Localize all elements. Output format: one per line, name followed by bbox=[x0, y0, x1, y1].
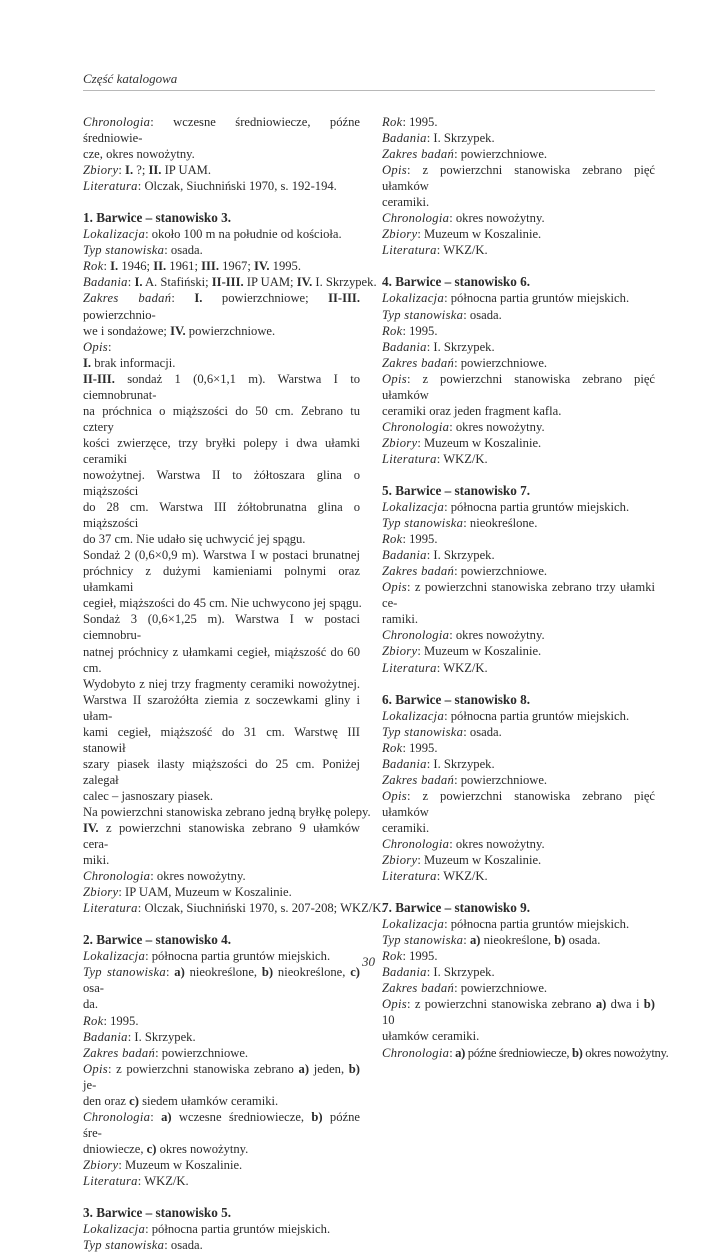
badania-line: Badania: I. A. Stafiński; II-III. IP UAM; IV. I. Skrzypek. bbox=[83, 275, 377, 290]
lokalizacja-line: Lokalizacja: północna partia gruntów miejskich. bbox=[382, 917, 630, 932]
site-entry-1 bbox=[83, 210, 385, 916]
rok-line: Rok: 1995. bbox=[382, 740, 438, 755]
opis-text-line: natnej próchnicy z ułamkami cegieł, miąższość do 60 cm. bbox=[83, 644, 360, 675]
chronologia-line: Chronologia: okres nowożytny. bbox=[382, 628, 545, 643]
chronologia-line: Chronologia: okres nowożytny. bbox=[382, 211, 545, 226]
typ-line: Typ stanowiska: osada. bbox=[83, 243, 203, 258]
opis-text-line: cegieł, miąższości do 45 cm. Nie uchwycono jej spągu. bbox=[83, 596, 362, 611]
site-heading: 3. Barwice – stanowisko 5. bbox=[83, 1205, 231, 1221]
zbiory-line: Zbiory: Muzeum w Koszalinie. bbox=[382, 435, 542, 450]
rok-line: Rok: I. 1946; II. 1961; III. 1967; IV. 1995. bbox=[83, 259, 301, 274]
site-heading: 2. Barwice – stanowisko 4. bbox=[83, 932, 231, 948]
running-header bbox=[83, 70, 655, 88]
chronologia-line-cont: cze, okres nowożytny. bbox=[83, 147, 195, 162]
zbiory-line: Zbiory: Muzeum w Koszalinie. bbox=[382, 853, 542, 868]
lokalizacja-line: Lokalizacja: około 100 m na południe od kościoła. bbox=[83, 227, 342, 242]
literatura-line: Literatura: WKZ/K. bbox=[83, 1174, 189, 1188]
opis-text-line: calec – jasnoszary piasek. bbox=[83, 788, 214, 803]
chronologia-line: Chronologia: wczesne średniowiecze, późne średniowie- bbox=[83, 115, 360, 146]
opis-text-line: próchnicy z dużymi kamieniami polnymi oraz ułamkami bbox=[83, 564, 360, 595]
lokalizacja-line: Lokalizacja: północna partia gruntów miejskich. bbox=[83, 1222, 331, 1237]
zbiory-line: Zbiory: Muzeum w Koszalinie. bbox=[382, 227, 542, 242]
zakres-line: Zakres badań: powierzchniowe. bbox=[382, 564, 548, 579]
lokalizacja-line: Lokalizacja: północna partia gruntów miejskich. bbox=[83, 949, 331, 964]
site-heading: 5. Barwice – stanowisko 7. bbox=[382, 482, 530, 498]
opis-text-line: Sondaż 2 (0,6×0,9 m). Warstwa I w postaci brunatnej bbox=[83, 548, 360, 563]
site-heading: 4. Barwice – stanowisko 6. bbox=[382, 274, 530, 290]
literatura-line: Literatura: WKZ/K. bbox=[382, 660, 488, 675]
opis-line-cont: den oraz c) siedem ułamków ceramiki. bbox=[83, 1093, 279, 1108]
opis-text-line: miki. bbox=[83, 853, 110, 868]
literatura-line: Literatura: WKZ/K. bbox=[382, 243, 488, 258]
zbiory-line: Zbiory: Muzeum w Koszalinie. bbox=[83, 1157, 243, 1172]
zakres-line: Zakres badań: I. powierzchniowe; II-III. powierzchnio- bbox=[83, 291, 360, 322]
site-heading: 7. Barwice – stanowisko 9. bbox=[382, 900, 530, 916]
rok-line: Rok: 1995. bbox=[382, 323, 438, 338]
literatura-line: Literatura: WKZ/K. bbox=[382, 869, 488, 884]
chronologia-line: Chronologia: okres nowożytny. bbox=[382, 836, 545, 851]
site-entry-2 bbox=[83, 932, 360, 1189]
rok-line: Rok: 1995. bbox=[382, 115, 438, 129]
literatura-line: Literatura: WKZ/K. bbox=[382, 451, 488, 466]
opis-text-line: Na powierzchni stanowiska zebrano jedną bryłkę polepy. bbox=[83, 804, 371, 819]
rok-line: Rok: 1995. bbox=[382, 532, 438, 547]
opis-line-cont: ułamków ceramiki. bbox=[382, 1029, 480, 1044]
badania-line: Badania: I. Skrzypek. bbox=[382, 131, 495, 146]
right-column bbox=[382, 114, 669, 1061]
opis-line: Opis: z powierzchni stanowiska zebrano pięć ułamków bbox=[382, 371, 655, 402]
rok-line: Rok: 1995. bbox=[382, 949, 438, 964]
page-number: 30 bbox=[362, 954, 375, 969]
chronologia-line: Chronologia: okres nowożytny. bbox=[382, 419, 545, 434]
badania-line: Badania: I. Skrzypek. bbox=[382, 339, 495, 354]
opis-text-line: Wydobyto z niej trzy fragmenty ceramiki nowożytnej. bbox=[83, 676, 360, 691]
lokalizacja-line: Lokalizacja: północna partia gruntów miejskich. bbox=[382, 291, 630, 306]
zakres-line: Zakres badań: powierzchniowe. bbox=[382, 981, 548, 996]
typ-line: Typ stanowiska: osada. bbox=[83, 1238, 203, 1253]
site-entry-4 bbox=[382, 274, 655, 467]
site-entry-7 bbox=[382, 900, 669, 1060]
zakres-line: Zakres badań: powierzchniowe. bbox=[382, 355, 548, 370]
chronologia-line: Chronologia: a) późne średniowiecze, b) okres nowożytny. bbox=[382, 1045, 669, 1060]
chronologia-line: Chronologia: okres nowożytny. bbox=[83, 869, 246, 884]
zakres-line-cont: we i sondażowe; IV. powierzchniowe. bbox=[83, 323, 276, 338]
opis-line-cont: ceramiki. bbox=[382, 195, 430, 210]
site-entry-5 bbox=[382, 483, 655, 676]
opis-text-line: II-III. sondaż 1 (0,6×1,1 m). Warstwa I to ciemnobrunat- bbox=[83, 371, 360, 402]
opis-text-line: IV. z powierzchni stanowiska zebrano 9 ułamków cera- bbox=[83, 821, 360, 852]
zbiory-line: Zbiory: I. ?; II. IP UAM. bbox=[83, 163, 212, 178]
typ-line: Typ stanowiska: a) nieokreślone, b) osada. bbox=[382, 933, 601, 948]
chronologia-line-cont: dniowiecze, c) okres nowożytny. bbox=[83, 1141, 249, 1156]
badania-line: Badania: I. Skrzypek. bbox=[382, 756, 495, 771]
typ-line-cont: da. bbox=[83, 997, 99, 1012]
left-column bbox=[83, 114, 385, 1253]
opis-line: Opis: z powierzchni stanowiska zebrano trzy ułamki ce- bbox=[382, 580, 655, 611]
badania-line: Badania: I. Skrzypek. bbox=[83, 1029, 196, 1044]
opis-line: Opis: z powierzchni stanowiska zebrano a) jeden, b) je- bbox=[83, 1061, 360, 1092]
opis-text-line: kami cegieł, miąższość do 31 cm. Warstwę III stanowił bbox=[83, 724, 360, 755]
opis-text-line: nowożytnej. Warstwa II to żółtoszara glina o miąższości bbox=[83, 467, 360, 499]
zakres-line: Zakres badań: powierzchniowe. bbox=[382, 147, 548, 162]
opis-line: Opis: z powierzchni stanowiska zebrano a) dwa i b) 10 bbox=[382, 997, 655, 1028]
opis-text-line: do 28 cm. Warstwa III żółtobrunatna glina o miąższości bbox=[83, 500, 360, 531]
zakres-line: Zakres badań: powierzchniowe. bbox=[382, 772, 548, 787]
typ-line: Typ stanowiska: osada. bbox=[382, 307, 502, 322]
site-heading: 6. Barwice – stanowisko 8. bbox=[382, 691, 530, 707]
opis-text-line: Warstwa II szarożółta ziemia z soczewkami gliny i ułam- bbox=[83, 692, 360, 723]
site-heading: 1. Barwice – stanowisko 3. bbox=[83, 210, 231, 226]
site-entry-3-continued bbox=[382, 114, 655, 258]
opis-text-line: szary piasek ilasty miąższości do 25 cm. Poniżej zalegał bbox=[83, 756, 360, 787]
opis-text-line: Sondaż 3 (0,6×1,25 m). Warstwa I w postaci ciemnobru- bbox=[83, 612, 360, 643]
zakres-line: Zakres badań: powierzchniowe. bbox=[83, 1045, 249, 1060]
badania-line: Badania: I. Skrzypek. bbox=[382, 965, 495, 980]
header-rule bbox=[83, 90, 655, 91]
opis-line-cont: ramiki. bbox=[382, 612, 419, 627]
site-entry-3 bbox=[83, 1205, 360, 1253]
lokalizacja-line: Lokalizacja: północna partia gruntów miejskich. bbox=[382, 708, 630, 723]
literatura-line: Literatura: Olczak, Siuchniński 1970, s. 207-208; WKZ/K. bbox=[83, 901, 385, 916]
chronologia-line: Chronologia: a) wczesne średniowiecze, b) późne śre- bbox=[83, 1109, 360, 1140]
opis-text-line: do 37 cm. Nie udało się uchwycić jej spągu. bbox=[83, 532, 306, 547]
badania-line: Badania: I. Skrzypek. bbox=[382, 548, 495, 563]
rok-line: Rok: 1995. bbox=[83, 1013, 139, 1028]
opis-line-cont: ceramiki. bbox=[382, 820, 430, 835]
opis-line: Opis: z powierzchni stanowiska zebrano pięć ułamków bbox=[382, 163, 655, 194]
typ-line: Typ stanowiska: osada. bbox=[382, 724, 502, 739]
opis-line: Opis: z powierzchni stanowiska zebrano pięć ułamków bbox=[382, 788, 655, 819]
opis-label-line: Opis: bbox=[83, 339, 112, 354]
opis-i-line: I. brak informacji. bbox=[83, 355, 176, 370]
opis-text-line: na próchnica o miąższości do 50 cm. Zebrano tu cztery bbox=[83, 403, 360, 434]
typ-line: Typ stanowiska: nieokreślone. bbox=[382, 516, 538, 531]
opis-text-line: kości zwierzęce, trzy bryłki polepy i dwa ułamki ceramiki bbox=[83, 435, 360, 466]
literatura-line: Literatura: Olczak, Siuchniński 1970, s. 192-194. bbox=[83, 179, 337, 194]
zbiory-line: Zbiory: Muzeum w Koszalinie. bbox=[382, 644, 542, 659]
typ-line: Typ stanowiska: a) nieokreślone, b) nieokreślone, c) osa- bbox=[83, 965, 361, 996]
lokalizacja-line: Lokalizacja: północna partia gruntów miejskich. bbox=[382, 500, 630, 515]
site-entry-6 bbox=[382, 692, 655, 885]
zbiory-line: Zbiory: IP UAM, Muzeum w Koszalinie. bbox=[83, 885, 292, 900]
opis-line-cont: ceramiki oraz jeden fragment kafla. bbox=[382, 403, 562, 418]
section-title: Część katalogowa bbox=[83, 71, 178, 86]
